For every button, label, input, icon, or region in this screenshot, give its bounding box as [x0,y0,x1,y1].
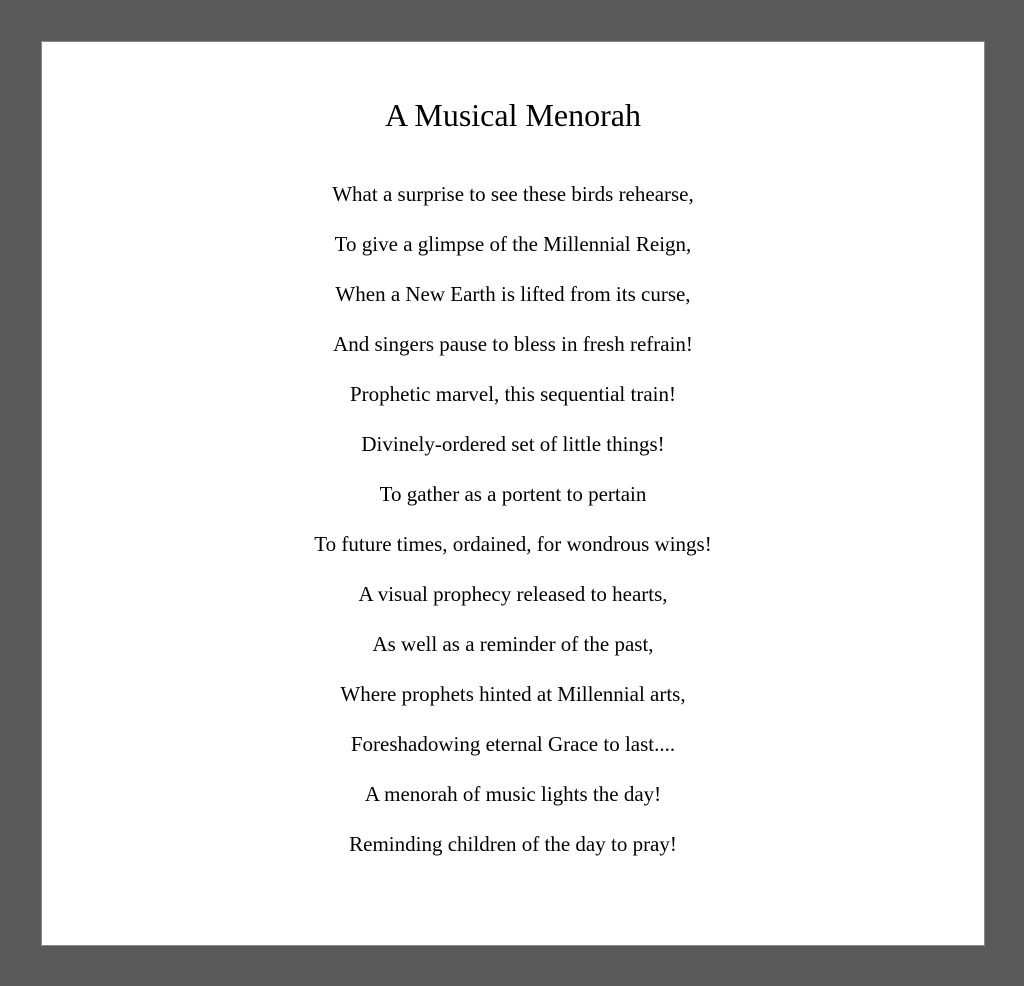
poem-line: To give a glimpse of the Millennial Reign, [334,232,692,256]
poem-line: To gather as a portent to pertain [379,482,647,506]
poem-line: And singers pause to bless in fresh refrain! [333,332,693,356]
poem-line: When a New Earth is lifted from its curse, [335,282,691,306]
poem-body [42,178,984,878]
poem-title: A Musical Menorah [385,97,641,133]
poem-line: A menorah of music lights the day! [364,782,662,806]
poem-line: To future times, ordained, for wondrous wings! [314,532,712,556]
poem-line: Foreshadowing eternal Grace to last.... [350,732,676,756]
poem-line: Divinely-ordered set of little things! [361,432,665,456]
poem-line: Reminding children of the day to pray! [349,832,677,856]
poem-line: Where prophets hinted at Millennial arts, [340,682,686,706]
poem-line: As well as a reminder of the past, [372,632,654,656]
poem-line: Prophetic marvel, this sequential train! [350,382,676,406]
poem-line: A visual prophecy released to hearts, [358,582,668,606]
poem-page [41,41,985,946]
poem-line: What a surprise to see these birds rehearse, [332,182,694,206]
